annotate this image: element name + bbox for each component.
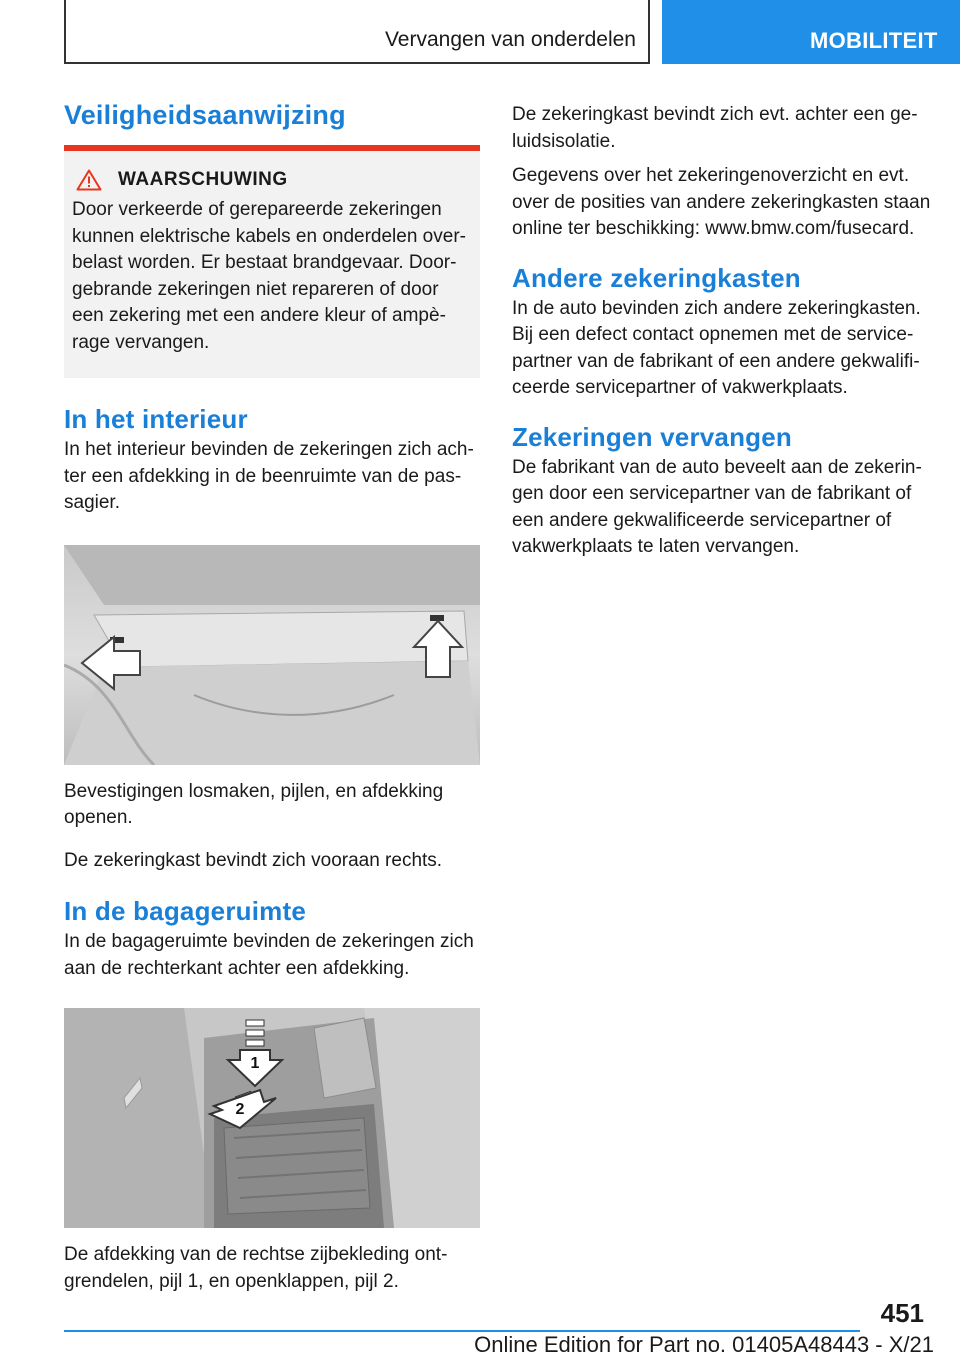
left-column <box>64 100 480 1295</box>
online-text: Gegevens over het zekeringenoverzicht en evt. over de posities van andere zekeringkasten staan online ter beschikking: www.bmw.com/fusecard. <box>512 165 931 239</box>
arrow-2-label: 2 <box>235 1101 245 1118</box>
footer-edition: Online Edition for Part no. 01405A48443 - X/21 <box>474 1332 934 1357</box>
interior-photo <box>64 545 480 765</box>
luggage-caption: De afdekking van de rechtse zijbekleding ontgrendelen, pijl 1, en openklappen, pijl 2. <box>64 1244 448 1292</box>
header-section-title: Vervangen van onderdelen <box>384 28 636 51</box>
replace-fuses-heading: Zekeringen vervangen <box>512 421 792 452</box>
warning-box <box>64 151 480 378</box>
luggage-photo <box>64 1008 480 1228</box>
warning-triangle-icon <box>76 169 102 191</box>
page-number: 451 <box>880 1298 924 1328</box>
right-column <box>512 102 932 561</box>
warning-text: Door verkeerde of gerepareerde zekeringen kunnen elektrische kabels en onderdelen overbelast worden. Er bestaat brandgevaar. Doorgebrande zekeringen niet repareren of door een zekering met een andere kleur of ampèrage vervangen. <box>72 199 466 353</box>
safety-heading: Veiligheidsaanwijzing <box>64 100 346 130</box>
interior-heading: In het interieur <box>64 404 248 434</box>
interior-caption: Bevestigingen losmaken, pijlen, en afdekking openen. <box>64 780 444 828</box>
replace-fuses-text: De fabrikant van de auto beveelt aan de zekeringen door een servicepartner van de fabrikant of een andere gekwalificeerde servicepartner of vakwerkplaats te laten vervangen. <box>512 456 922 557</box>
header-chapter-tab: MOBILITEIT <box>662 0 960 64</box>
other-fuseboxes-text: In de auto bevinden zich andere zekeringkasten. Bij een defect contact opnemen met de servicepartner van de fabrikant of een andere gekwalificeerde servicepartner of vakwerkplaats. <box>512 297 921 398</box>
other-fuseboxes-heading: Andere zekeringkasten <box>512 262 801 293</box>
insulation-text: De zekeringkast bevindt zich evt. achter een geluidsisolatie. <box>512 104 918 152</box>
arrow-1-label: 1 <box>250 1055 260 1072</box>
luggage-text: In de bagageruimte bevinden de zekeringen zich aan de rechterkant achter een afdekking. <box>64 931 474 979</box>
header-section-box <box>64 0 650 64</box>
interior-text: In het interieur bevinden de zekeringen zich achter een afdekking in de beenruimte van de passagier. <box>64 439 474 513</box>
warning-label: WAARSCHUWING <box>118 169 288 190</box>
luggage-heading: In de bagageruimte <box>64 896 306 926</box>
interior-location: De zekeringkast bevindt zich vooraan rechts. <box>64 849 443 871</box>
